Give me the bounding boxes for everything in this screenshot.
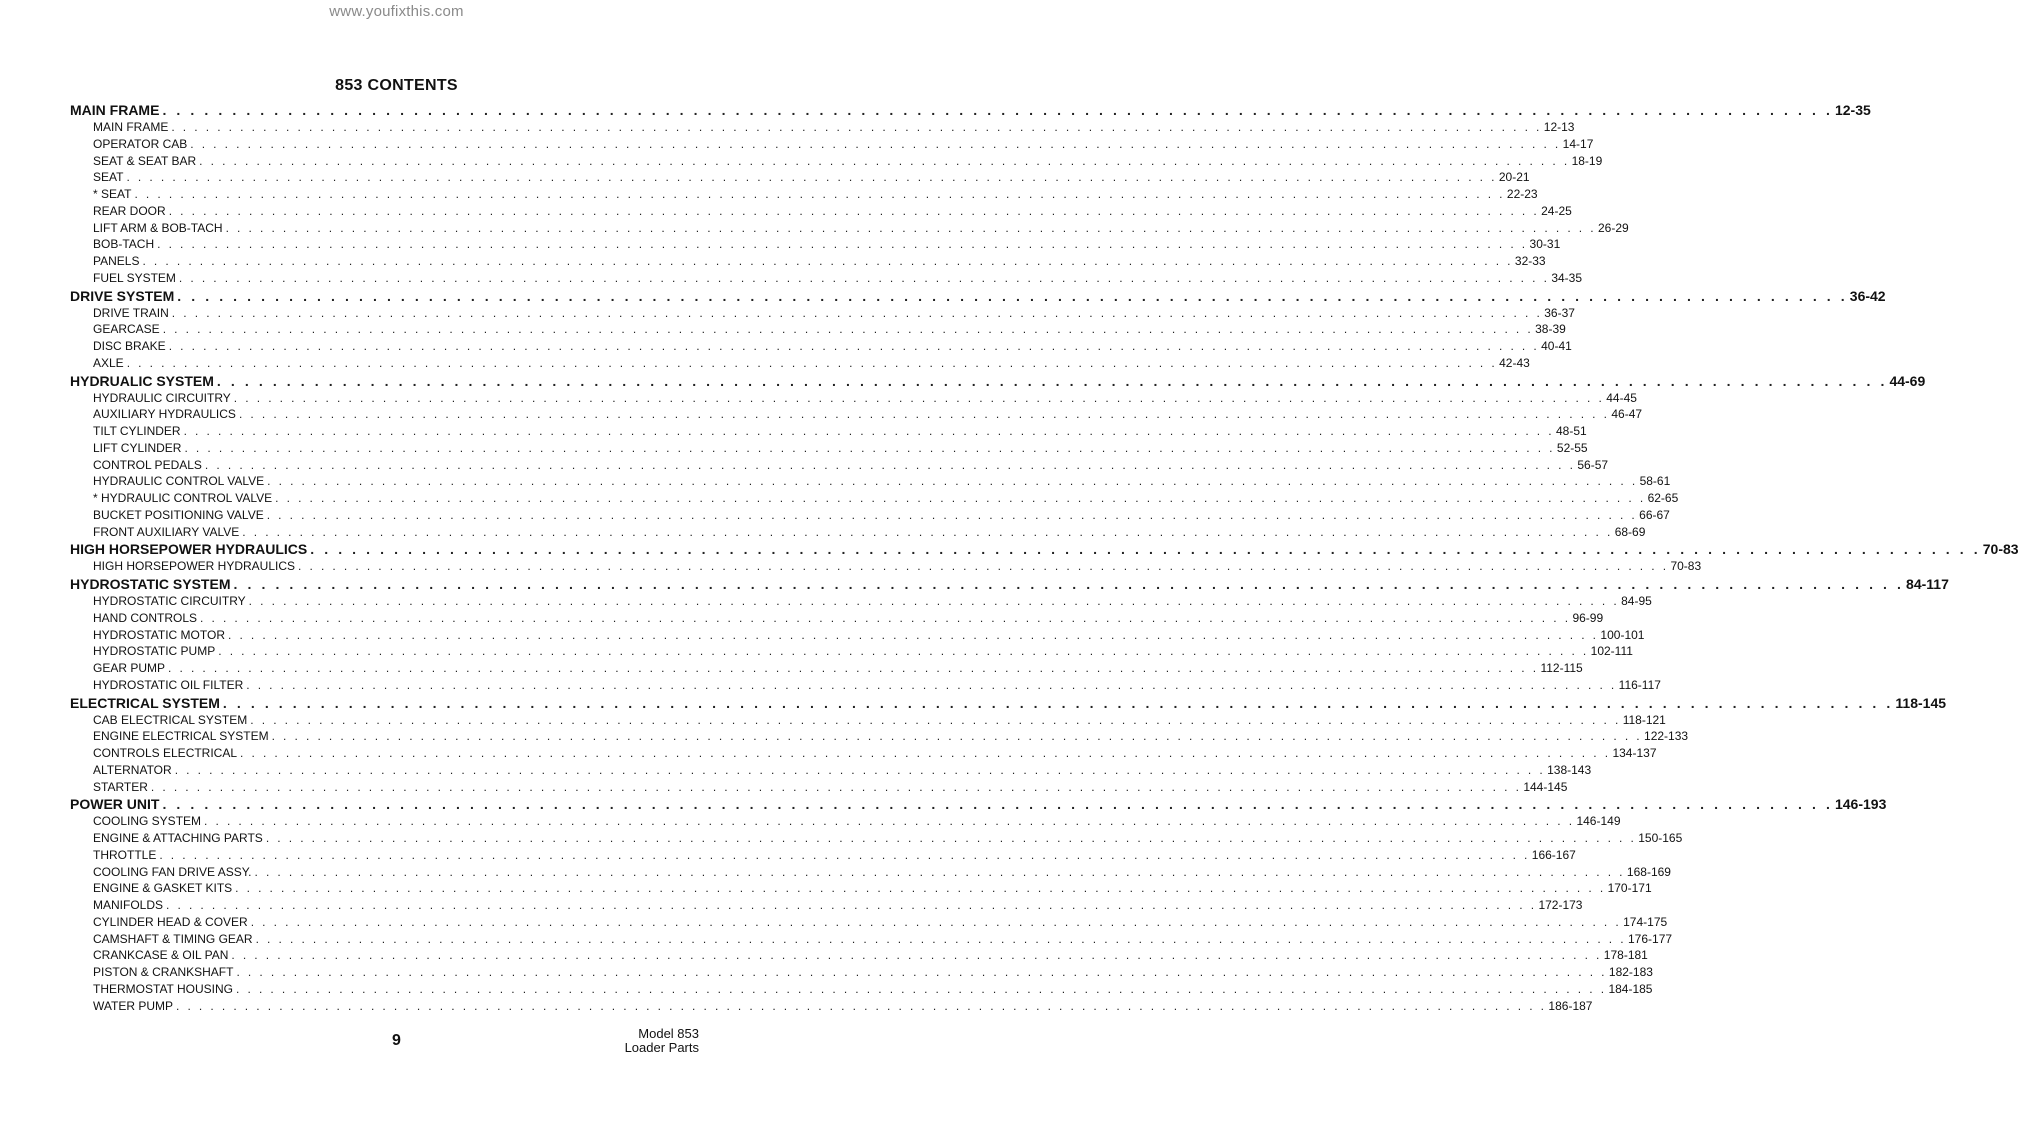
toc-section-heading (70, 287, 1886, 305)
item-page-range: 58-61 (1639, 474, 1671, 489)
item-title: AUXILIARY HYDRAULICS (93, 407, 236, 422)
item-title: DRIVE TRAIN (93, 305, 169, 320)
dot-leader: . . . . . . . . . . . . . . . . . . . . . . . . . . . . . . . . . . . . . . . . . . . . . . . . . . . . . . . . . . . . . . . . . . . . . . . . . . . . . . . . . . . . . . . . . . . . . . . . . . . . . . . . . . . . . . . . . . . . . . . . (218, 644, 1589, 659)
toc-entry (70, 728, 1689, 745)
toc-entry (70, 964, 1653, 981)
toc-entry (70, 153, 1603, 170)
toc-entry (70, 457, 1609, 474)
item-page-range: 38-39 (1535, 322, 1566, 337)
item-page-range: 174-175 (1623, 914, 1668, 929)
item-page-range: 118-121 (1622, 712, 1666, 727)
dot-leader: . . . . . . . . . . . . . . . . . . . . . . . . . . . . . . . . . . . . . . . . . . . . . . . . . . . . . . . . . . . . . . . . . . . . . . . . . . . . . . . . . . . . . . . . . . . . . . . . . . . . . . . . . . . . . . . . . . . . . . . . (231, 948, 1602, 963)
item-page-range: 48-51 (1556, 424, 1587, 438)
dot-leader: . . . . . . . . . . . . . . . . . . . . . . . . . . . . . . . . . . . . . . . . . . . . . . . . . . . . . . . . . . . . . . . . . . . . . . . . . . . . . . . . . . . . . . . . . . . . . . . . . . . . . . . . . . . . . . . . . . . . . . . . (159, 847, 1530, 862)
toc-entry (70, 864, 1671, 881)
dot-leader: . . . . . . . . . . . . . . . . . . . . . . . . . . . . . . . . . . . . . . . . . . . . . . . . . . . . . . . . . . . . . . . . . . . . . . . . . . . . . . . . . . . . . . . . . . . . . . . . . . . . . . . . . . . . . . . . . . . . . . . . (162, 796, 1833, 813)
item-title: HYDROSTATIC PUMP (93, 644, 216, 659)
toc-entry (70, 136, 1594, 153)
dot-leader: . . . . . . . . . . . . . . . . . . . . . . . . . . . . . . . . . . . . . . . . . . . . . . . . . . . . . . . . . . . . . . . . . . . . . . . . . . . . . . . . . . . . . . . . . . . . . . . . . . . . . . . . . . . . . . . . . . . . . . . . (250, 712, 1621, 727)
item-page-range: 166-167 (1531, 847, 1576, 862)
model-line-1: Model 853 (638, 1026, 699, 1041)
toc-entry (70, 524, 1646, 541)
section-title: POWER UNIT (70, 796, 160, 813)
item-title: ENGINE ELECTRICAL SYSTEM (93, 729, 269, 744)
item-title: COOLING SYSTEM (93, 814, 202, 829)
item-page-range: 122-133 (1644, 729, 1689, 744)
item-page-range: 182-183 (1608, 965, 1653, 979)
dot-leader: . . . . . . . . . . . . . . . . . . . . . . . . . . . . . . . . . . . . . . . . . . . . . . . . . . . . . . . . . . . . . . . . . . . . . . . . . . . . . . . . . . . . . . . . . . . . . . . . . . . . . . . . . . . . . . . . . . . . . . . . (200, 610, 1571, 625)
toc-entry (70, 305, 1575, 322)
section-title: HYDROSTATIC SYSTEM (70, 576, 231, 592)
dot-leader: . . . . . . . . . . . . . . . . . . . . . . . . . . . . . . . . . . . . . . . . . . . . . . . . . . . . . . . . . . . . . . . . . . . . . . . . . . . . . . . . . . . . . . . . . . . . . . . . . . . . . . . . . . . . . . . . . . . . . . . . (254, 864, 1625, 879)
item-title: GEAR PUMP (93, 661, 166, 675)
item-title: DISC BRAKE (93, 339, 166, 353)
item-title: STARTER (93, 779, 148, 794)
section-page-range: 36-42 (1849, 287, 1886, 304)
item-page-range: 172-173 (1538, 898, 1583, 912)
item-title: HYDRAULIC CIRCUITRY (93, 390, 231, 405)
dot-leader: . . . . . . . . . . . . . . . . . . . . . . . . . . . . . . . . . . . . . . . . . . . . . . . . . . . . . . . . . . . . . . . . . . . . . . . . . . . . . . . . . . . . . . . . . . . . . . . . . . . . . . . . . . . . . . . . . . . . . . . . (298, 559, 1669, 574)
item-page-range: 12-13 (1543, 120, 1575, 134)
dot-leader: . . . . . . . . . . . . . . . . . . . . . . . . . . . . . . . . . . . . . . . . . . . . . . . . . . . . . . . . . . . . . . . . . . . . . . . . . . . . . . . . . . . . . . . . . . . . . . . . . . . . . . . . . . . . . . . . . . . . . . . . (176, 998, 1547, 1013)
item-page-range: 20-21 (1498, 170, 1530, 185)
item-title: CONTROL PEDALS (93, 457, 202, 472)
dot-leader: . . . . . . . . . . . . . . . . . . . . . . . . . . . . . . . . . . . . . . . . . . . . . . . . . . . . . . . . . . . . . . . . . . . . . . . . . . . . . . . . . . . . . . . . . . . . . . . . . . . . . . . . . . . . . . . . . . . . . . . . (265, 831, 1637, 845)
item-page-range: 150-165 (1638, 831, 1683, 845)
item-page-range: 144-145 (1523, 779, 1568, 794)
dot-leader: . . . . . . . . . . . . . . . . . . . . . . . . . . . . . . . . . . . . . . . . . . . . . . . . . . . . . . . . . . . . . . . . . . . . . . . . . . . . . . . . . . . . . . . . . . . . . . . . . . . . . . . . . . . . . . . . . . . . . . . . (134, 187, 1505, 201)
item-title: HIGH HORSEPOWER HYDRAULICS (93, 559, 296, 574)
section-page-range: 12-35 (1834, 102, 1871, 118)
dot-leader: . . . . . . . . . . . . . . . . . . . . . . . . . . . . . . . . . . . . . . . . . . . . . . . . . . . . . . . . . . . . . . . . . . . . . . . . . . . . . . . . . . . . . . . . . . . . . . . . . . . . . . . . . . . . . . . . . . . . . . . . (171, 305, 1543, 320)
toc-entry (70, 745, 1657, 762)
dot-leader: . . . . . . . . . . . . . . . . . . . . . . . . . . . . . . . . . . . . . . . . . . . . . . . . . . . . . . . . . . . . . . . . . . . . . . . . . . . . . . . . . . . . . . . . . . . . . . . . . . . . . . . . . . . . . . . . . . . . . . . . (204, 457, 1576, 472)
item-page-range: 84-95 (1621, 594, 1652, 608)
dot-leader: . . . . . . . . . . . . . . . . . . . . . . . . . . . . . . . . . . . . . . . . . . . . . . . . . . . . . . . . . . . . . . . . . . . . . . . . . . . . . . . . . . . . . . . . . . . . . . . . . . . . . . . . . . . . . . . . . . . . . . . . (233, 576, 1905, 592)
dot-leader: . . . . . . . . . . . . . . . . . . . . . . . . . . . . . . . . . . . . . . . . . . . . . . . . . . . . . . . . . . . . . . . . . . . . . . . . . . . . . . . . . . . . . . . . . . . . . . . . . . . . . . . . . . . . . . . . . . . . . . . . (310, 541, 1981, 558)
item-page-range: 186-187 (1548, 998, 1593, 1013)
item-title: HYDROSTATIC CIRCUITRY (93, 594, 246, 608)
model-line-2: Loader Parts (624, 1040, 699, 1055)
dot-leader: . . . . . . . . . . . . . . . . . . . . . . . . . . . . . . . . . . . . . . . . . . . . . . . . . . . . . . . . . . . . . . . . . . . . . . . . . . . . . . . . . . . . . . . . . . . . . . . . . . . . . . . . . . . . . . . . . . . . . . . . (157, 237, 1528, 252)
item-page-range: 66-67 (1639, 507, 1670, 522)
item-title: HAND CONTROLS (93, 610, 198, 625)
item-page-range: 134-137 (1612, 746, 1657, 760)
toc-entry (70, 762, 1592, 779)
toc-entry (70, 270, 1583, 287)
item-page-range: 56-57 (1577, 457, 1609, 472)
toc-section-heading (70, 372, 1926, 390)
toc-entry (70, 423, 1587, 440)
toc-entry (70, 338, 1572, 355)
item-page-range: 62-65 (1647, 491, 1679, 505)
dot-leader: . . . . . . . . . . . . . . . . . . . . . . . . . . . . . . . . . . . . . . . . . . . . . . . . . . . . . . . . . . . . . . . . . . . . . . . . . . . . . . . . . . . . . . . . . . . . . . . . . . . . . . . . . . . . . . . . . . . . . . . . (184, 440, 1555, 455)
item-title: THERMOSTAT HOUSING (93, 981, 234, 996)
watermark-url: www.youfixthis.com (329, 3, 464, 20)
section-page-range: 70-83 (1982, 541, 2019, 558)
item-title: HYDROSTATIC OIL FILTER (93, 677, 244, 692)
item-page-range: 52-55 (1556, 440, 1588, 455)
toc-entry (70, 914, 1668, 931)
toc-entry (70, 390, 1637, 407)
toc-entry (70, 643, 1633, 660)
section-page-range: 118-145 (1895, 694, 1947, 711)
section-page-range: 44-69 (1889, 372, 1926, 389)
dot-leader: . . . . . . . . . . . . . . . . . . . . . . . . . . . . . . . . . . . . . . . . . . . . . . . . . . . . . . . . . . . . . . . . . . . . . . . . . . . . . . . . . . . . . . . . . . . . . . . . . . . . . . . . . . . . . . . . . . . . . . . . (168, 339, 1540, 353)
dot-leader: . . . . . . . . . . . . . . . . . . . . . . . . . . . . . . . . . . . . . . . . . . . . . . . . . . . . . . . . . . . . . . . . . . . . . . . . . . . . . . . . . . . . . . . . . . . . . . . . . . . . . . . . . . . . . . . . . . . . . . . . (275, 491, 1646, 505)
item-page-range: 176-177 (1628, 931, 1673, 946)
toc-entry (70, 236, 1561, 253)
item-page-range: 116-117 (1618, 677, 1661, 692)
dot-leader: . . . . . . . . . . . . . . . . . . . . . . . . . . . . . . . . . . . . . . . . . . . . . . . . . . . . . . . . . . . . . . . . . . . . . . . . . . . . . . . . . . . . . . . . . . . . . . . . . . . . . . . . . . . . . . . . . . . . . . . . (238, 407, 1610, 422)
dot-leader: . . . . . . . . . . . . . . . . . . . . . . . . . . . . . . . . . . . . . . . . . . . . . . . . . . . . . . . . . . . . . . . . . . . . . . . . . . . . . . . . . . . . . . . . . . . . . . . . . . . . . . . . . . . . . . . . . . . . . . . . (236, 981, 1607, 996)
item-page-range: 26-29 (1598, 220, 1629, 235)
dot-leader: . . . . . . . . . . . . . . . . . . . . . . . . . . . . . . . . . . . . . . . . . . . . . . . . . . . . . . . . . . . . . . . . . . . . . . . . . . . . . . . . . . . . . . . . . . . . . . . . . . . . . . . . . . . . . . . . . . . . . . . . (225, 220, 1596, 235)
item-title: MANIFOLDS (93, 898, 164, 912)
item-page-range: 178-181 (1603, 948, 1648, 963)
item-title: SEAT (93, 170, 124, 185)
item-title: ENGINE & GASKET KITS (93, 881, 233, 896)
item-title: MAIN FRAME (93, 120, 169, 134)
item-page-range: 14-17 (1562, 136, 1594, 151)
toc-section-heading (70, 795, 1887, 813)
toc-entry (70, 440, 1588, 457)
item-page-range: 138-143 (1547, 762, 1592, 777)
item-page-range: 170-171 (1607, 881, 1652, 896)
item-title: CONTROLS ELECTRICAL (93, 746, 238, 760)
toc-entry (70, 947, 1648, 964)
dot-leader: . . . . . . . . . . . . . . . . . . . . . . . . . . . . . . . . . . . . . . . . . . . . . . . . . . . . . . . . . . . . . . . . . . . . . . . . . . . . . . . . . . . . . . . . . . . . . . . . . . . . . . . . . . . . . . . . . . . . . . . . (233, 390, 1605, 405)
item-title: CAMSHAFT & TIMING GEAR (93, 931, 253, 946)
toc-entry (70, 660, 1583, 677)
item-page-range: 34-35 (1551, 270, 1583, 285)
toc-entry (70, 169, 1530, 186)
item-page-range: 32-33 (1514, 254, 1546, 268)
item-title: TILT CYLINDER (93, 424, 181, 438)
item-title: GEARCASE (93, 322, 160, 337)
section-title: HYDRUALIC SYSTEM (70, 372, 214, 389)
dot-leader: . . . . . . . . . . . . . . . . . . . . . . . . . . . . . . . . . . . . . . . . . . . . . . . . . . . . . . . . . . . . . . . . . . . . . . . . . . . . . . . . . . . . . . . . . . . . . . . . . . . . . . . . . . . . . . . . . . . . . . . . (168, 661, 1539, 675)
item-page-range: 24-25 (1541, 203, 1572, 218)
dot-leader: . . . . . . . . . . . . . . . . . . . . . . . . . . . . . . . . . . . . . . . . . . . . . . . . . . . . . . . . . . . . . . . . . . . . . . . . . . . . . . . . . . . . . . . . . . . . . . . . . . . . . . . . . . . . . . . . . . . . . . . . (171, 120, 1542, 134)
toc-entry (70, 610, 1604, 627)
dot-leader: . . . . . . . . . . . . . . . . . . . . . . . . . . . . . . . . . . . . . . . . . . . . . . . . . . . . . . . . . . . . . . . . . . . . . . . . . . . . . . . . . . . . . . . . . . . . . . . . . . . . . . . . . . . . . . . . . . . . . . . . (126, 355, 1498, 370)
item-title: PANELS (93, 254, 140, 268)
toc-section-heading (70, 694, 1947, 712)
toc-entry (70, 507, 1670, 524)
dot-leader: . . . . . . . . . . . . . . . . . . . . . . . . . . . . . . . . . . . . . . . . . . . . . . . . . . . . . . . . . . . . . . . . . . . . . . . . . . . . . . . . . . . . . . . . . . . . . . . . . . . . . . . . . . . . . . . . . . . . . . . . (271, 729, 1643, 744)
page-number: 9 (392, 1032, 401, 1049)
toc-section-heading (70, 540, 2019, 558)
item-title: ENGINE & ATTACHING PARTS (93, 831, 263, 845)
table-of-contents (70, 101, 2019, 1014)
toc-entry (70, 473, 1671, 490)
item-page-range: 102-111 (1590, 644, 1633, 659)
toc-entry (70, 490, 1679, 507)
item-title: COOLING FAN DRIVE ASSY. (93, 864, 252, 879)
section-page-range: 146-193 (1834, 796, 1887, 813)
item-title: REAR DOOR (93, 203, 166, 218)
item-page-range: 44-45 (1606, 390, 1637, 405)
dot-leader: . . . . . . . . . . . . . . . . . . . . . . . . . . . . . . . . . . . . . . . . . . . . . . . . . . . . . . . . . . . . . . . . . . . . . . . . . . . . . . . . . . . . . . . . . . . . . . . . . . . . . . . . . . . . . . . . . . . . . . . . (240, 746, 1611, 760)
toc-entry (70, 203, 1572, 220)
toc-entry (70, 813, 1621, 830)
toc-entry (70, 355, 1530, 372)
dot-leader: . . . . . . . . . . . . . . . . . . . . . . . . . . . . . . . . . . . . . . . . . . . . . . . . . . . . . . . . . . . . . . . . . . . . . . . . . . . . . . . . . . . . . . . . . . . . . . . . . . . . . . . . . . . . . . . . . . . . . . . . (177, 287, 1848, 304)
section-title: MAIN FRAME (70, 102, 160, 118)
toc-entry (70, 220, 1629, 237)
dot-leader: . . . . . . . . . . . . . . . . . . . . . . . . . . . . . . . . . . . . . . . . . . . . . . . . . . . . . . . . . . . . . . . . . . . . . . . . . . . . . . . . . . . . . . . . . . . . . . . . . . . . . . . . . . . . . . . . . . . . . . . . (162, 322, 1534, 337)
toc-entry (70, 847, 1576, 864)
item-title: * SEAT (93, 187, 132, 201)
section-title: ELECTRICAL SYSTEM (70, 694, 220, 711)
dot-leader: . . . . . . . . . . . . . . . . . . . . . . . . . . . . . . . . . . . . . . . . . . . . . . . . . . . . . . . . . . . . . . . . . . . . . . . . . . . . . . . . . . . . . . . . . . . . . . . . . . . . . . . . . . . . . . . . . . . . . . . . (216, 372, 1888, 389)
toc-entry (70, 880, 1652, 897)
item-title: ALTERNATOR (93, 762, 172, 777)
dot-leader: . . . . . . . . . . . . . . . . . . . . . . . . . . . . . . . . . . . . . . . . . . . . . . . . . . . . . . . . . . . . . . . . . . . . . . . . . . . . . . . . . . . . . . . . . . . . . . . . . . . . . . . . . . . . . . . . . . . . . . . . (266, 507, 1638, 522)
dot-leader: . . . . . . . . . . . . . . . . . . . . . . . . . . . . . . . . . . . . . . . . . . . . . . . . . . . . . . . . . . . . . . . . . . . . . . . . . . . . . . . . . . . . . . . . . . . . . . . . . . . . . . . . . . . . . . . . . . . . . . . . (255, 931, 1626, 946)
section-title: DRIVE SYSTEM (70, 287, 175, 304)
item-title: BOB-TACH (93, 237, 155, 252)
toc-entry (70, 998, 1593, 1015)
toc-entry (70, 558, 1702, 575)
page-title: 853 CONTENTS (335, 77, 458, 94)
item-title: CRANKCASE & OIL PAN (93, 948, 229, 963)
toc-entry (70, 406, 1643, 423)
item-page-range: 70-83 (1670, 559, 1702, 574)
toc-section-heading (70, 575, 1949, 593)
item-title: CYLINDER HEAD & COVER (93, 914, 248, 929)
item-title: THROTTLE (93, 847, 157, 862)
item-page-range: 112-115 (1540, 661, 1583, 675)
item-title: * HYDRAULIC CONTROL VALVE (93, 491, 273, 505)
dot-leader: . . . . . . . . . . . . . . . . . . . . . . . . . . . . . . . . . . . . . . . . . . . . . . . . . . . . . . . . . . . . . . . . . . . . . . . . . . . . . . . . . . . . . . . . . . . . . . . . . . . . . . . . . . . . . . . . . . . . . . . . (248, 594, 1620, 608)
toc-section-heading (70, 101, 1871, 119)
item-page-range: 40-41 (1541, 339, 1572, 353)
dot-leader: . . . . . . . . . . . . . . . . . . . . . . . . . . . . . . . . . . . . . . . . . . . . . . . . . . . . . . . . . . . . . . . . . . . . . . . . . . . . . . . . . . . . . . . . . . . . . . . . . . . . . . . . . . . . . . . . . . . . . . . . (162, 102, 1833, 118)
dot-leader: . . . . . . . . . . . . . . . . . . . . . . . . . . . . . . . . . . . . . . . . . . . . . . . . . . . . . . . . . . . . . . . . . . . . . . . . . . . . . . . . . . . . . . . . . . . . . . . . . . . . . . . . . . . . . . . . . . . . . . . . (166, 898, 1537, 912)
toc-entry (70, 186, 1538, 203)
toc-entry (70, 677, 1661, 694)
item-title: LIFT ARM & BOB-TACH (93, 220, 223, 235)
toc-entry (70, 712, 1666, 729)
item-title: FRONT AUXILIARY VALVE (93, 524, 240, 539)
toc-entry (70, 897, 1583, 914)
item-page-range: 46-47 (1611, 407, 1643, 422)
dot-leader: . . . . . . . . . . . . . . . . . . . . . . . . . . . . . . . . . . . . . . . . . . . . . . . . . . . . . . . . . . . . . . . . . . . . . . . . . . . . . . . . . . . . . . . . . . . . . . . . . . . . . . . . . . . . . . . . . . . . . . . . (235, 881, 1606, 896)
section-title: HIGH HORSEPOWER HYDRAULICS (70, 541, 308, 558)
dot-leader: . . . . . . . . . . . . . . . . . . . . . . . . . . . . . . . . . . . . . . . . . . . . . . . . . . . . . . . . . . . . . . . . . . . . . . . . . . . . . . . . . . . . . . . . . . . . . . . . . . . . . . . . . . . . . . . . . . . . . . . . (150, 779, 1522, 794)
dot-leader: . . . . . . . . . . . . . . . . . . . . . . . . . . . . . . . . . . . . . . . . . . . . . . . . . . . . . . . . . . . . . . . . . . . . . . . . . . . . . . . . . . . . . . . . . . . . . . . . . . . . . . . . . . . . . . . . . . . . . . . . (190, 136, 1561, 151)
item-title: BUCKET POSITIONING VALVE (93, 507, 264, 522)
item-page-range: 146-149 (1576, 814, 1621, 829)
dot-leader: . . . . . . . . . . . . . . . . . . . . . . . . . . . . . . . . . . . . . . . . . . . . . . . . . . . . . . . . . . . . . . . . . . . . . . . . . . . . . . . . . . . . . . . . . . . . . . . . . . . . . . . . . . . . . . . . . . . . . . . . (246, 677, 1617, 692)
dot-leader: . . . . . . . . . . . . . . . . . . . . . . . . . . . . . . . . . . . . . . . . . . . . . . . . . . . . . . . . . . . . . . . . . . . . . . . . . . . . . . . . . . . . . . . . . . . . . . . . . . . . . . . . . . . . . . . . . . . . . . . . (236, 965, 1607, 979)
toc-entry (70, 593, 1652, 610)
dot-leader: . . . . . . . . . . . . . . . . . . . . . . . . . . . . . . . . . . . . . . . . . . . . . . . . . . . . . . . . . . . . . . . . . . . . . . . . . . . . . . . . . . . . . . . . . . . . . . . . . . . . . . . . . . . . . . . . . . . . . . . . (228, 627, 1599, 642)
toc-entry (70, 627, 1645, 644)
toc-entry (70, 830, 1683, 847)
item-page-range: 68-69 (1614, 524, 1646, 539)
toc-entry (70, 119, 1575, 136)
dot-leader: . . . . . . . . . . . . . . . . . . . . . . . . . . . . . . . . . . . . . . . . . . . . . . . . . . . . . . . . . . . . . . . . . . . . . . . . . . . . . . . . . . . . . . . . . . . . . . . . . . . . . . . . . . . . . . . . . . . . . . . . (267, 474, 1638, 489)
toc-entry (70, 779, 1568, 796)
item-title: AXLE (93, 355, 124, 370)
dot-leader: . . . . . . . . . . . . . . . . . . . . . . . . . . . . . . . . . . . . . . . . . . . . . . . . . . . . . . . . . . . . . . . . . . . . . . . . . . . . . . . . . . . . . . . . . . . . . . . . . . . . . . . . . . . . . . . . . . . . . . . . (126, 170, 1497, 185)
toc-entry (70, 931, 1673, 948)
item-title: HYDROSTATIC MOTOR (93, 627, 225, 642)
toc-entry (70, 981, 1653, 998)
dot-leader: . . . . . . . . . . . . . . . . . . . . . . . . . . . . . . . . . . . . . . . . . . . . . . . . . . . . . . . . . . . . . . . . . . . . . . . . . . . . . . . . . . . . . . . . . . . . . . . . . . . . . . . . . . . . . . . . . . . . . . . . (250, 914, 1622, 929)
item-page-range: 168-169 (1626, 864, 1671, 879)
toc-entry (70, 253, 1546, 270)
item-page-range: 100-101 (1600, 627, 1645, 642)
dot-leader: . . . . . . . . . . . . . . . . . . . . . . . . . . . . . . . . . . . . . . . . . . . . . . . . . . . . . . . . . . . . . . . . . . . . . . . . . . . . . . . . . . . . . . . . . . . . . . . . . . . . . . . . . . . . . . . . . . . . . . . . (204, 814, 1575, 829)
dot-leader: . . . . . . . . . . . . . . . . . . . . . . . . . . . . . . . . . . . . . . . . . . . . . . . . . . . . . . . . . . . . . . . . . . . . . . . . . . . . . . . . . . . . . . . . . . . . . . . . . . . . . . . . . . . . . . . . . . . . . . . . (178, 270, 1550, 285)
item-page-range: 22-23 (1506, 187, 1538, 201)
item-title: LIFT CYLINDER (93, 440, 182, 455)
dot-leader: . . . . . . . . . . . . . . . . . . . . . . . . . . . . . . . . . . . . . . . . . . . . . . . . . . . . . . . . . . . . . . . . . . . . . . . . . . . . . . . . . . . . . . . . . . . . . . . . . . . . . . . . . . . . . . . . . . . . . . . . (174, 762, 1546, 777)
item-title: HYDRAULIC CONTROL VALVE (93, 474, 265, 489)
section-page-range: 84-117 (1906, 576, 1949, 592)
item-page-range: 18-19 (1571, 153, 1603, 168)
dot-leader: . . . . . . . . . . . . . . . . . . . . . . . . . . . . . . . . . . . . . . . . . . . . . . . . . . . . . . . . . . . . . . . . . . . . . . . . . . . . . . . . . . . . . . . . . . . . . . . . . . . . . . . . . . . . . . . . . . . . . . . . (183, 424, 1554, 438)
dot-leader: . . . . . . . . . . . . . . . . . . . . . . . . . . . . . . . . . . . . . . . . . . . . . . . . . . . . . . . . . . . . . . . . . . . . . . . . . . . . . . . . . . . . . . . . . . . . . . . . . . . . . . . . . . . . . . . . . . . . . . . . (142, 254, 1513, 268)
item-page-range: 42-43 (1499, 355, 1530, 370)
dot-leader: . . . . . . . . . . . . . . . . . . . . . . . . . . . . . . . . . . . . . . . . . . . . . . . . . . . . . . . . . . . . . . . . . . . . . . . . . . . . . . . . . . . . . . . . . . . . . . . . . . . . . . . . . . . . . . . . . . . . . . . . (199, 153, 1570, 168)
item-title: CAB ELECTRICAL SYSTEM (93, 712, 248, 727)
item-page-range: 96-99 (1572, 610, 1604, 625)
item-page-range: 184-185 (1608, 981, 1653, 996)
item-title: WATER PUMP (93, 998, 173, 1013)
model-label (625, 1027, 699, 1055)
item-page-range: 30-31 (1529, 237, 1561, 252)
item-title: PISTON & CRANKSHAFT (93, 965, 234, 979)
item-title: OPERATOR CAB (93, 136, 188, 151)
dot-leader: . . . . . . . . . . . . . . . . . . . . . . . . . . . . . . . . . . . . . . . . . . . . . . . . . . . . . . . . . . . . . . . . . . . . . . . . . . . . . . . . . . . . . . . . . . . . . . . . . . . . . . . . . . . . . . . . . . . . . . . . (242, 524, 1613, 539)
item-page-range: 36-37 (1544, 305, 1575, 320)
dot-leader: . . . . . . . . . . . . . . . . . . . . . . . . . . . . . . . . . . . . . . . . . . . . . . . . . . . . . . . . . . . . . . . . . . . . . . . . . . . . . . . . . . . . . . . . . . . . . . . . . . . . . . . . . . . . . . . . . . . . . . . . (168, 203, 1540, 218)
dot-leader: . . . . . . . . . . . . . . . . . . . . . . . . . . . . . . . . . . . . . . . . . . . . . . . . . . . . . . . . . . . . . . . . . . . . . . . . . . . . . . . . . . . . . . . . . . . . . . . . . . . . . . . . . . . . . . . . . . . . . . . . (222, 694, 1894, 711)
item-title: FUEL SYSTEM (93, 270, 176, 285)
item-title: SEAT & SEAT BAR (93, 153, 197, 168)
toc-entry (70, 321, 1566, 338)
